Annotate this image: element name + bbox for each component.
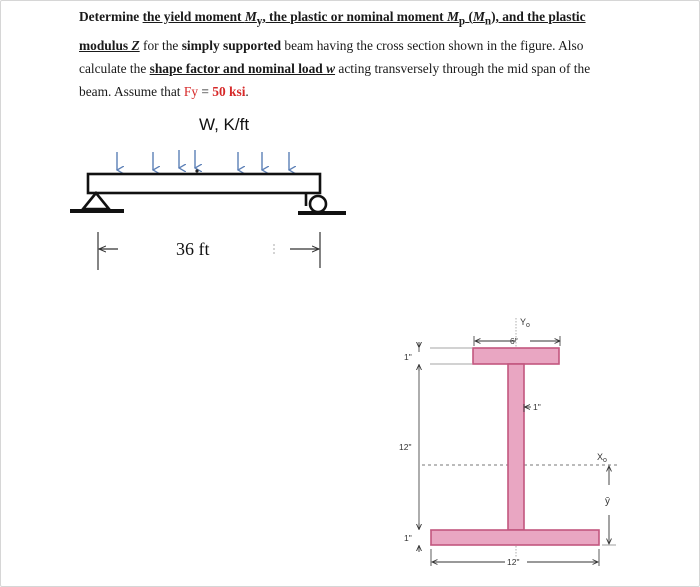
symbol-m: M	[472, 9, 485, 24]
beam-diagram	[70, 115, 346, 270]
web	[508, 364, 524, 530]
distributed-load-arrows	[117, 150, 289, 173]
text-for-the: for the	[139, 37, 182, 53]
y-axis-label: $Y_o$	[520, 317, 530, 329]
centroid-distance-label: ȳ	[605, 496, 610, 507]
text-assume: beam. Assume that	[79, 83, 184, 99]
symbol-z: Z	[131, 37, 140, 53]
subscript-y: y	[256, 15, 263, 28]
top-flange	[473, 348, 559, 364]
value-fy: 50 ksi	[212, 83, 246, 99]
text-determine: Determine	[79, 9, 143, 24]
text-paren: (	[465, 9, 473, 24]
roller-support-right	[298, 193, 346, 213]
symbol-fy: Fy	[183, 83, 199, 99]
load-label: W, K/ft	[199, 115, 250, 134]
text-calculate: calculate the	[79, 60, 150, 76]
symbol-w: w	[326, 60, 336, 76]
cross-section-diagram	[399, 317, 620, 567]
midspan-dot	[195, 169, 198, 172]
text-modulus-label: modulus	[79, 37, 132, 53]
pin-support-left	[70, 193, 124, 211]
text-beam-description: beam having the cross section shown in the figure. Also	[281, 37, 584, 53]
x-axis-label: $X_o$	[597, 452, 607, 464]
subscript-n: n	[484, 15, 492, 28]
dim-top-flange-thickness: 1"	[404, 352, 412, 362]
dim-bottom-flange-thickness: 1"	[404, 533, 412, 543]
text-simply-supported: simply supported	[181, 37, 282, 53]
bottom-flange	[431, 530, 599, 545]
text-and-plastic: ), and the plastic	[491, 9, 586, 24]
text-plastic-moment-label: , the plastic or nominal moment	[262, 9, 447, 24]
dim-depth: 12"	[399, 442, 412, 452]
text-acting: acting transversely through the mid span of the	[335, 60, 591, 76]
span-label: 36 ft	[176, 239, 210, 259]
dim-web-thickness: 1"	[533, 402, 541, 412]
text-yield-moment-label: the yield moment	[142, 9, 245, 24]
text-shape-factor-label: shape factor and nominal load	[149, 60, 327, 76]
text-equals: =	[198, 83, 213, 99]
beam-body	[88, 174, 320, 193]
symbol-m: M	[244, 9, 257, 24]
dim-bottom-flange-width: 12"	[507, 557, 520, 567]
subscript-p: p	[458, 15, 466, 28]
dim-top-flange-width: 6"	[510, 336, 518, 346]
symbol-m: M	[446, 9, 459, 24]
text-period: .	[245, 83, 249, 99]
